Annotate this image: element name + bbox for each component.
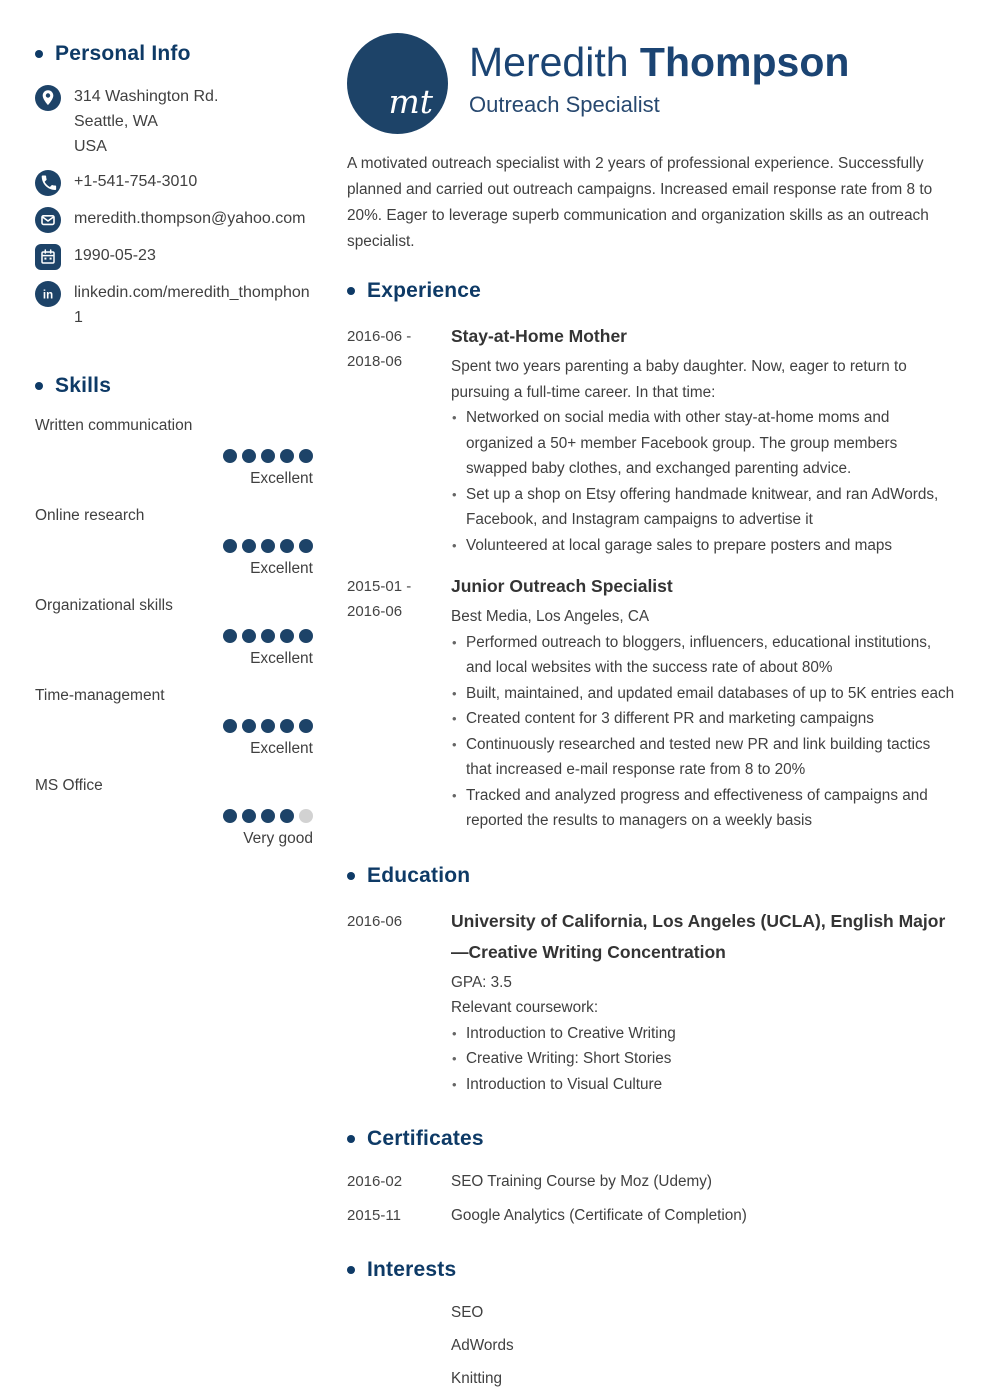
interests-heading-label: Interests <box>367 1258 457 1281</box>
address-item <box>35 84 313 159</box>
full-name <box>469 40 849 85</box>
date: 2016-06 <box>347 912 403 930</box>
email-item <box>35 206 313 233</box>
linkedin-line: linkedin.com/meredith_thomphon <box>74 284 310 301</box>
phone-text <box>74 169 197 196</box>
personal-info-heading <box>35 42 313 66</box>
rating-dot-filled <box>280 539 294 553</box>
skill-level: Excellent <box>250 560 313 577</box>
experience-heading-label: Experience <box>367 279 482 302</box>
address-line: USA <box>74 138 107 155</box>
education-entry <box>347 906 957 1098</box>
rating-dot-filled <box>242 539 256 553</box>
entry-subtitle: Best Media, Los Angeles, CA <box>451 608 650 625</box>
certificate-date: 2015-11 <box>347 1207 401 1224</box>
skill-rating-dots <box>35 539 313 553</box>
rating-dot-filled <box>261 449 275 463</box>
entry-dates <box>347 906 451 1098</box>
rating-dot-filled <box>223 539 237 553</box>
education-heading-label: Education <box>367 863 471 887</box>
email-icon <box>35 207 61 233</box>
entry-bullet: • Continuously researched and tested new PR and link building tactics that increased e-mail response rate from 8 to 20% <box>451 732 957 783</box>
rating-dot-filled <box>280 449 294 463</box>
phone-line: +1-541-754-3010 <box>74 173 198 190</box>
skills-heading <box>35 374 313 398</box>
interest-item: AdWords <box>451 1337 514 1354</box>
birthdate-line: 1990-05-23 <box>74 247 156 264</box>
entry-bullet: • Set up a shop on Etsy offering handmade knitwear, and ran AdWords, Facebook, and Instagram campaigns to advertise it <box>451 482 957 533</box>
linkedin-line: 1 <box>74 309 83 326</box>
certificate-row <box>347 1169 957 1194</box>
rating-dot-filled <box>223 629 237 643</box>
skill-level: Excellent <box>250 470 313 487</box>
rating-dot-filled <box>280 809 294 823</box>
sidebar <box>35 42 313 848</box>
email-line: meredith.thompson@yahoo.com <box>74 210 306 227</box>
skill-label: Organizational skills <box>35 597 173 614</box>
experience-entry <box>347 321 957 558</box>
rating-dot-filled <box>223 719 237 733</box>
svg-text:in: in <box>42 289 54 302</box>
certificates-section <box>347 1127 957 1228</box>
certificate-name: Google Analytics (Certificate of Completion) <box>451 1207 747 1224</box>
education-coursework-label: Relevant coursework: <box>451 999 599 1016</box>
entry-title: Stay-at-Home Mother <box>451 326 627 346</box>
skills-section <box>35 374 313 848</box>
skill-rating-dots <box>35 809 313 823</box>
entry-dates <box>347 571 451 834</box>
entry-bullet-list <box>451 630 957 834</box>
entry-dates <box>347 321 451 558</box>
summary-paragraph: A motivated outreach specialist with 2 years of professional experience. Successfully planned and carried out outreach campaigns. Increased email response rate from 8 to 20%. Eager to leverage superb communication and organization skills as an outreach specialist. <box>347 155 933 250</box>
heading-bullet-icon <box>35 382 43 390</box>
skill-level: Very good <box>243 830 313 847</box>
interests-heading <box>347 1258 957 1282</box>
linkedin-item <box>35 280 313 330</box>
avatar-initials: mt <box>388 82 433 121</box>
address-line: 314 Washington Rd. <box>74 88 219 105</box>
experience-entry <box>347 571 957 834</box>
heading-bullet-icon <box>35 50 43 58</box>
first-name: Meredith <box>469 39 629 85</box>
rating-dot-filled <box>223 449 237 463</box>
skill-label: MS Office <box>35 777 103 794</box>
rating-dot-filled <box>299 449 313 463</box>
rating-dot-filled <box>280 629 294 643</box>
resume-header <box>347 33 957 134</box>
entry-bullet: • Networked on social media with other stay-at-home moms and organized a 50+ member Facebook group. The group members swapped baby clothes, and exchanged parenting advice. <box>451 405 957 482</box>
certificate-name: SEO Training Course by Moz (Udemy) <box>451 1173 712 1190</box>
experience-heading <box>347 279 957 303</box>
skills-heading-label: Skills <box>55 374 112 397</box>
rating-dot-filled <box>242 719 256 733</box>
entry-bullet: • Performed outreach to bloggers, influencers, educational institutions, and local websites with the success rate of about 80% <box>451 630 957 681</box>
phone-icon <box>35 170 61 196</box>
name-block <box>469 33 849 118</box>
entry-bullet: • Created content for 3 different PR and marketing campaigns <box>451 706 957 732</box>
rating-dot-filled <box>242 449 256 463</box>
linkedin-text <box>74 280 310 330</box>
address-text <box>74 84 218 159</box>
skill-item <box>35 777 313 848</box>
address-line: Seattle, WA <box>74 113 158 130</box>
skill-item <box>35 507 313 578</box>
skill-level: Excellent <box>250 740 313 757</box>
certificates-heading-label: Certificates <box>367 1127 484 1150</box>
skill-label: Time-management <box>35 687 165 704</box>
birthdate-text <box>74 243 156 270</box>
date-end: 2016-06 <box>347 603 403 620</box>
rating-dot-filled <box>242 809 256 823</box>
heading-bullet-icon <box>347 1266 355 1274</box>
job-title: Outreach Specialist <box>469 92 660 118</box>
date-end: 2018-06 <box>347 353 403 370</box>
entry-bullet: • Volunteered at local garage sales to prepare posters and maps <box>451 533 957 559</box>
rating-dot-filled <box>261 719 275 733</box>
skill-level: Excellent <box>250 650 313 667</box>
rating-dot-filled <box>261 629 275 643</box>
heading-bullet-icon <box>347 287 355 295</box>
heading-bullet-icon <box>347 872 355 880</box>
heading-bullet-icon <box>347 1135 355 1143</box>
skill-item <box>35 417 313 488</box>
interest-item: SEO <box>451 1304 484 1321</box>
education-title: University of California, Los Angeles (UCLA), English Major—Creative Writing Concentration <box>451 910 946 962</box>
rating-dot-filled <box>261 539 275 553</box>
interest-item: Knitting <box>451 1370 503 1387</box>
date-start: 2015-01 - <box>347 578 412 595</box>
entry-body <box>451 906 957 1098</box>
certificate-row <box>347 1203 957 1228</box>
skill-rating-dots <box>35 449 313 463</box>
certificate-date: 2016-02 <box>347 1173 403 1190</box>
personal-info-section <box>35 42 313 330</box>
phone-item <box>35 169 313 196</box>
skill-label: Online research <box>35 507 145 524</box>
skill-item <box>35 687 313 758</box>
entry-bullet: • Built, maintained, and updated email databases of up to 5K entries each <box>451 681 957 707</box>
education-gpa: GPA: 3.5 <box>451 973 512 991</box>
entry-description: Spent two years parenting a baby daughter. Now, eager to return to pursuing a full-time career. In that time: <box>451 358 907 401</box>
avatar <box>347 33 448 134</box>
entry-bullet: • Tracked and analyzed progress and effectiveness of campaigns and reported the results to managers on a weekly basis <box>451 783 957 834</box>
skill-rating-dots <box>35 629 313 643</box>
personal-info-heading-label: Personal Info <box>55 42 191 65</box>
course-item: • Creative Writing: Short Stories <box>451 1046 957 1072</box>
main-column <box>347 33 957 1399</box>
entry-bullet-list <box>451 405 957 558</box>
interests-section <box>347 1258 957 1391</box>
skill-rating-dots <box>35 719 313 733</box>
email-text <box>74 206 305 233</box>
rating-dot-filled <box>299 719 313 733</box>
birthdate-item <box>35 243 313 270</box>
course-item: • Introduction to Creative Writing <box>451 1021 957 1047</box>
rating-dot-filled <box>299 629 313 643</box>
date-start: 2016-06 - <box>347 328 412 345</box>
rating-dot-filled <box>223 809 237 823</box>
calendar-icon <box>35 244 61 270</box>
entry-title: Junior Outreach Specialist <box>451 576 673 596</box>
linkedin-icon <box>35 281 61 307</box>
rating-dot-empty <box>299 809 313 823</box>
rating-dot-filled <box>280 719 294 733</box>
education-heading <box>347 864 957 888</box>
skill-item <box>35 597 313 668</box>
certificates-heading <box>347 1127 957 1151</box>
skill-label: Written communication <box>35 417 193 434</box>
rating-dot-filled <box>261 809 275 823</box>
experience-section <box>347 279 957 834</box>
education-section <box>347 864 957 1098</box>
course-item: • Introduction to Visual Culture <box>451 1072 957 1098</box>
entry-body <box>451 321 957 558</box>
last-name: Thompson <box>639 39 850 85</box>
location-icon <box>35 85 61 111</box>
rating-dot-filled <box>299 539 313 553</box>
entry-body <box>451 571 957 834</box>
rating-dot-filled <box>242 629 256 643</box>
course-list <box>451 1021 957 1098</box>
